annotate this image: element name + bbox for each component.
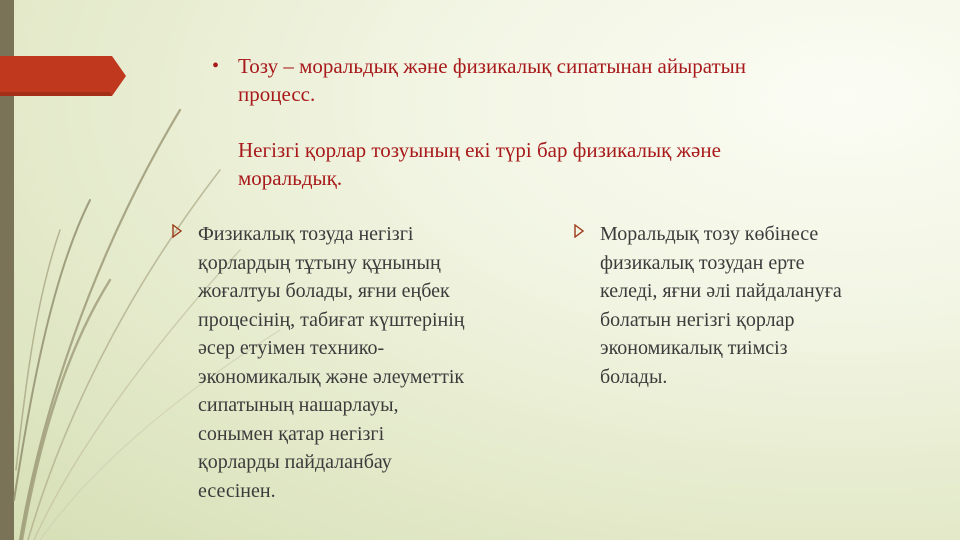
left-line: сипатының нашарлауы, (198, 394, 399, 416)
right-line: физикалық тозудан ерте (600, 251, 805, 274)
right-column (574, 220, 904, 391)
title-line-2: процесс. (238, 82, 316, 106)
left-column-text (198, 220, 532, 505)
left-column (172, 220, 532, 505)
decor-stroke-1 (20, 110, 180, 540)
title-bullet: • (212, 55, 220, 77)
title-line-4: моральдық. (238, 166, 343, 190)
right-bullet-arrow-icon (574, 224, 584, 238)
left-line: жоғалтуы болады, яғни еңбек (198, 280, 450, 302)
left-line: қорларды пайдаланбау (198, 451, 392, 473)
title-line-3: Негізгі қорлар тозуының екі түрі бар физикалық және (238, 138, 721, 162)
red-banner-shadow (0, 92, 112, 96)
slide-title (212, 52, 852, 192)
left-line: қорлардың тұтыну құнының (198, 251, 441, 274)
left-bullet-arrow-icon (172, 224, 182, 238)
right-column-text (600, 220, 904, 391)
left-line: Физикалық тозуда негізгі (198, 223, 414, 245)
left-line: әсер етуімен технико- (198, 337, 385, 359)
right-line: болады. (600, 365, 668, 388)
red-banner-shape (0, 56, 126, 96)
title-line-1: Тозу – моральдық және физикалық сипатынан айыратын (238, 54, 747, 78)
decor-stroke-3 (14, 200, 90, 500)
decor-stroke-5 (16, 230, 60, 470)
title-spacer (238, 108, 852, 136)
decor-stroke-7 (22, 280, 110, 540)
left-line: процесінің, табиғат күштерінің (198, 308, 465, 331)
left-line: есесінен. (198, 479, 276, 502)
left-line: сонымен қатар негізгі (198, 422, 385, 445)
right-line: болатын негізгі қорлар (600, 308, 795, 331)
right-line: экономикалық тиімсіз (600, 337, 788, 359)
right-line: келеді, яғни әлі пайдалануға (600, 280, 842, 302)
right-line: Моральдық тозу көбінесе (600, 223, 819, 245)
left-line: экономикалық және әлеуметтік (198, 365, 465, 388)
